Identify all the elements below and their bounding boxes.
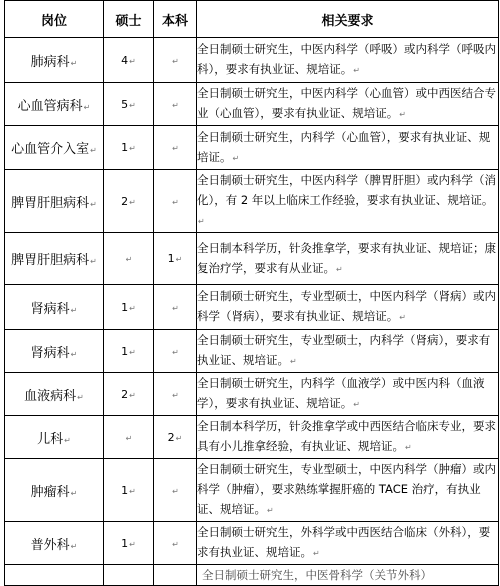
- bachelor-count: 1↵: [154, 233, 197, 285]
- master-count: 2↵: [104, 170, 154, 233]
- header-bachelor: 本科: [154, 1, 197, 38]
- post-cell: 肺病科↵: [5, 38, 104, 83]
- post-cell: 血液病科↵: [5, 373, 104, 416]
- table-row: [5, 416, 499, 459]
- post-cell: 脾胃肝胆病科↵: [5, 170, 104, 233]
- requirements-cell: 全日制硕士研究生，专业型硕士，中医内科学（肾病）或内科学（肾病），要求有执业证、规培证。↵: [197, 285, 499, 330]
- bachelor-count: ↵: [154, 83, 197, 126]
- table-row: [5, 285, 499, 330]
- requirements-cell: 全日制硕士研究生，外科学或中西医结合临床（外科），要求有执业证、规培证。↵: [197, 522, 499, 565]
- requirements-cell: 全日制硕士研究生，专业型硕士，内科学（肾病），要求有执业证、规培证。↵: [197, 330, 499, 373]
- bachelor-count: ↵: [154, 38, 197, 83]
- table-row: [5, 170, 499, 233]
- master-count: 1↵: [104, 126, 154, 170]
- bachelor-count: ↵: [154, 373, 197, 416]
- table-row: [5, 38, 499, 83]
- partial-row: [5, 565, 499, 586]
- post-cell: 脾胃肝胆病科↵: [5, 233, 104, 285]
- table-row: [5, 373, 499, 416]
- partial-requirements-cell: 全日制硕士研究生，中医骨科学（关节外科）: [197, 565, 499, 586]
- header-master: 硕士: [104, 1, 154, 38]
- table-row: [5, 83, 499, 126]
- table-row: [5, 330, 499, 373]
- post-cell: 儿科↵: [5, 416, 104, 459]
- header-post: 岗位: [5, 1, 104, 38]
- master-count: 1↵: [104, 330, 154, 373]
- post-cell: 肾病科↵: [5, 285, 104, 330]
- table-row: [5, 126, 499, 170]
- requirements-cell: 全日制硕士研究生，中医内科学（呼吸）或内科学（呼吸内科），要求有执业证、规培证。↵: [197, 38, 499, 83]
- requirements-cell: 全日制硕士研究生，中医内科学（脾胃肝胆）或内科学（消化），有 2 年以上临床工作经验，要求有执业证、规培证。↵: [197, 170, 499, 233]
- master-count: 1↵: [104, 522, 154, 565]
- table-row: [5, 522, 499, 565]
- bachelor-count: 2↵: [154, 416, 197, 459]
- table-row: [5, 233, 499, 285]
- requirements-cell: 全日制硕士研究生，内科学（血液学）或中医内科（血液学），要求有执业证、规培证。↵: [197, 373, 499, 416]
- master-count: 5↵: [104, 83, 154, 126]
- bachelor-count: ↵: [154, 330, 197, 373]
- header-requirements: 相关要求: [197, 1, 499, 38]
- requirements-cell: 全日制硕士研究生，内科学（心血管），要求有执业证、规培证。↵: [197, 126, 499, 170]
- header-row: [5, 1, 499, 38]
- bachelor-count: ↵: [154, 126, 197, 170]
- requirements-cell: 全日制硕士研究生，专业型硕士，中医内科学（肿瘤）或内科学（肿瘤），要求熟练掌握肝癌的 TACE 治疗，有执业证、规培证。↵: [197, 459, 499, 522]
- master-count: 4↵: [104, 38, 154, 83]
- post-cell: 心血管病科↵: [5, 83, 104, 126]
- requirements-cell: 全日制本科学历，针灸推拿学，要求有执业证、规培证；康复治疗学，要求有从业证。↵: [197, 233, 499, 285]
- post-cell: 普外科↵: [5, 522, 104, 565]
- master-count: ↵: [104, 416, 154, 459]
- table-row: [5, 459, 499, 522]
- post-cell: 肾病科↵: [5, 330, 104, 373]
- master-count: ↵: [104, 233, 154, 285]
- post-cell: 肿瘤科↵: [5, 459, 104, 522]
- master-count: 1↵: [104, 459, 154, 522]
- bachelor-count: ↵: [154, 522, 197, 565]
- post-cell: 心血管介入室↵: [5, 126, 104, 170]
- bachelor-count: ↵: [154, 170, 197, 233]
- bachelor-count: ↵: [154, 459, 197, 522]
- requirements-cell: 全日制硕士研究生，中医内科学（心血管）或中西医结合专业（心血管），要求有执业证、规培证。↵: [197, 83, 499, 126]
- master-count: 1↵: [104, 285, 154, 330]
- master-count: 2↵: [104, 373, 154, 416]
- requirements-cell: 全日制本科学历，针灸推拿学或中西医结合临床专业，要求具有小儿推拿经验，有执业证、规培证。↵: [197, 416, 499, 459]
- recruitment-table: [4, 0, 499, 586]
- bachelor-count: ↵: [154, 285, 197, 330]
